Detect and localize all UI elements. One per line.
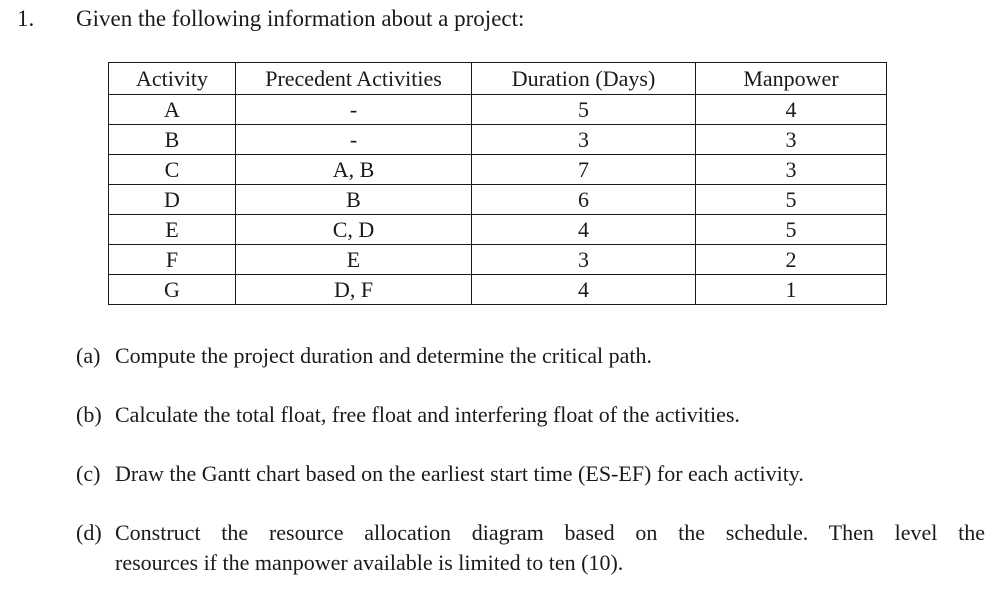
cell-duration: 5: [472, 95, 696, 125]
part-label: (c): [76, 461, 101, 486]
question-intro: Given the following information about a project:: [76, 6, 525, 31]
cell-activity: D: [109, 185, 236, 215]
header-precedent-activities: Precedent Activities: [236, 63, 472, 95]
part-text: Calculate the total float, free float and interfering float of the activities.: [115, 402, 740, 427]
cell-duration: 7: [472, 155, 696, 185]
cell-manpower: 3: [696, 125, 887, 155]
cell-duration: 3: [472, 245, 696, 275]
cell-manpower: 5: [696, 215, 887, 245]
header-duration: Duration (Days): [472, 63, 696, 95]
cell-activity: E: [109, 215, 236, 245]
cell-activity: B: [109, 125, 236, 155]
part-label: (a): [76, 343, 101, 368]
table-row: [109, 275, 887, 305]
part-text-line-2: resources if the manpower available is limited to ten (10).: [115, 550, 624, 575]
part-text: Compute the project duration and determine the critical path.: [115, 343, 652, 368]
cell-activity: C: [109, 155, 236, 185]
cell-activity: G: [109, 275, 236, 305]
table-row: [109, 185, 887, 215]
cell-precedent: -: [236, 95, 472, 125]
cell-precedent: -: [236, 125, 472, 155]
cell-precedent: C, D: [236, 215, 472, 245]
table-row: [109, 95, 887, 125]
cell-duration: 4: [472, 275, 696, 305]
activity-table: [108, 62, 887, 305]
part-label: (d): [76, 520, 102, 545]
cell-activity: F: [109, 245, 236, 275]
cell-manpower: 4: [696, 95, 887, 125]
cell-manpower: 1: [696, 275, 887, 305]
table-row: [109, 245, 887, 275]
header-manpower: Manpower: [696, 63, 887, 95]
cell-manpower: 5: [696, 185, 887, 215]
table-row: [109, 215, 887, 245]
table-header-row: [109, 63, 887, 95]
part-text-line-1: Construct the resource allocation diagram based on the schedule. Then level the: [115, 520, 985, 545]
part-text: Draw the Gantt chart based on the earliest start time (ES-EF) for each activity.: [115, 461, 804, 486]
cell-duration: 6: [472, 185, 696, 215]
cell-precedent: E: [236, 245, 472, 275]
cell-duration: 4: [472, 215, 696, 245]
cell-activity: A: [109, 95, 236, 125]
table-row: [109, 125, 887, 155]
cell-manpower: 3: [696, 155, 887, 185]
question-number: 1.: [17, 6, 35, 31]
cell-precedent: A, B: [236, 155, 472, 185]
header-activity: Activity: [109, 63, 236, 95]
cell-manpower: 2: [696, 245, 887, 275]
table-row: [109, 155, 887, 185]
part-label: (b): [76, 402, 102, 427]
cell-precedent: D, F: [236, 275, 472, 305]
cell-duration: 3: [472, 125, 696, 155]
cell-precedent: B: [236, 185, 472, 215]
